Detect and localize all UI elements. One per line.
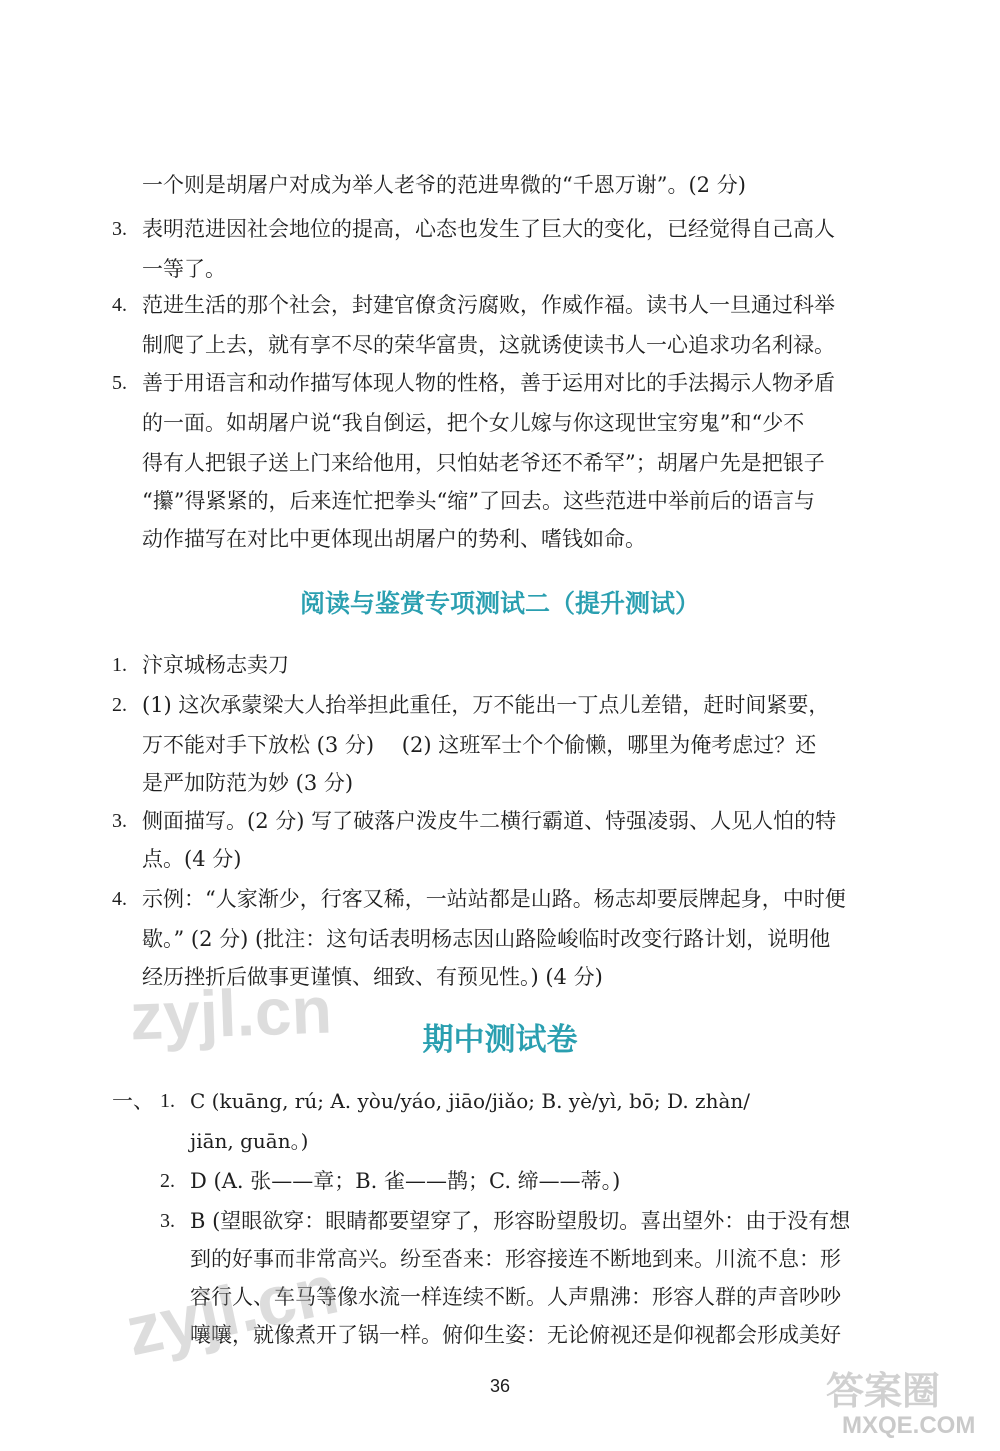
watermark-logo: 答案圈 [826,1371,941,1413]
item-number: 1. [112,654,127,676]
text-line: C (kuāng, rú; A. yòu/yáo, jiāo/jiǎo; B. yè/yì, bō; D. zhàn/ [190,1089,751,1113]
item-number: 3. [112,810,127,832]
text-line: 的一面。如胡屠户说“我自倒运，把个女儿嫁与你这现世宝穷鬼”和“少不 [142,411,805,435]
item-number: 1. [160,1090,175,1112]
watermark: zyjl.cn [119,1249,345,1371]
text-line: 容行人、车马等像水流一样连续不断。人声鼎沸：形容人群的声音吵吵 [190,1285,841,1309]
item-number: 2. [112,694,127,716]
text-line: 汴京城杨志卖刀 [142,653,289,677]
text-line: 范进生活的那个社会，封建官僚贪污腐败，作威作福。读书人一旦通过科举 [142,293,835,317]
item-number: 3. [112,218,127,240]
text-line: 万不能对手下放松 (3 分) (2) 这班军士个个偷懒，哪里为俺考虑过？还 [142,733,817,757]
item-number: 3. [160,1210,175,1232]
text-line: 表明范进因社会地位的提高，心态也发生了巨大的变化，已经觉得自己高人 [142,217,835,241]
item-number: 2. [160,1170,175,1192]
text-line: 动作描写在对比中更体现出胡屠户的势利、嗜钱如命。 [142,527,646,551]
text-line: jiān, guān。) [190,1129,309,1153]
text-line: 善于用语言和动作描写体现人物的性格，善于运用对比的手法揭示人物矛盾 [142,371,835,395]
text-line: D (A. 张——章；B. 雀——鹊；C. 缔——蒂。) [190,1169,621,1193]
text-line: 得有人把银子送上门来给他用，只怕姑老爷还不希罕”；胡屠户先是把银子 [142,451,825,475]
text-line: 一个则是胡屠户对成为举人老爷的范进卑微的“千恩万谢”。(2 分) [142,173,746,197]
text-line: 示例：“人家渐少，行客又稀，一站站都是山路。杨志却要辰牌起身，中时便 [142,887,846,911]
section-heading: 阅读与鉴赏专项测试二（提升测试） [299,589,700,618]
page-number: 36 [489,1376,511,1396]
text-line: 侧面描写。(2 分) 写了破落户泼皮牛二横行霸道、恃强凌弱、人见人怕的特 [142,809,837,833]
watermark: zyjl.cn [128,972,333,1054]
item-number: 4. [112,294,127,316]
section-label: 一、 [112,1089,154,1113]
text-line: 制爬了上去，就有享不尽的荣华富贵，这就诱使读书人一心追求功名利禄。 [142,333,835,357]
text-line: 歇。” (2 分) (批注：这句话表明杨志因山路险峻临时改变行路计划，说明他 [142,927,831,951]
text-line: 是严加防范为妙 (3 分) [142,771,354,795]
text-line: 经历挫折后做事更谨慎、细致、有预见性。) (4 分) [142,965,603,989]
text-line: “攥”得紧紧的，后来连忙把拳头“缩”了回去。这些范进中举前后的语言与 [142,489,815,513]
text-line: B (望眼欲穿：眼睛都要望穿了，形容盼望殷切。喜出望外：由于没有想 [190,1209,851,1233]
item-number: 4. [112,888,127,910]
text-line: (1) 这次承蒙梁大人抬举担此重任，万不能出一丁点儿差错，赶时间紧要， [142,693,830,717]
exam-heading: 期中测试卷 [422,1022,578,1058]
text-line: 点。(4 分) [142,847,242,871]
text-line: 到的好事而非常高兴。纷至沓来：形容接连不断地到来。川流不息：形 [190,1247,841,1271]
item-number: 5. [112,372,127,394]
text-line: 一等了。 [142,257,226,281]
text-line: 嚷嚷，就像煮开了锅一样。俯仰生姿：无论俯视还是仰视都会形成美好 [190,1323,841,1347]
watermark-url: MXQE.COM [842,1412,976,1439]
